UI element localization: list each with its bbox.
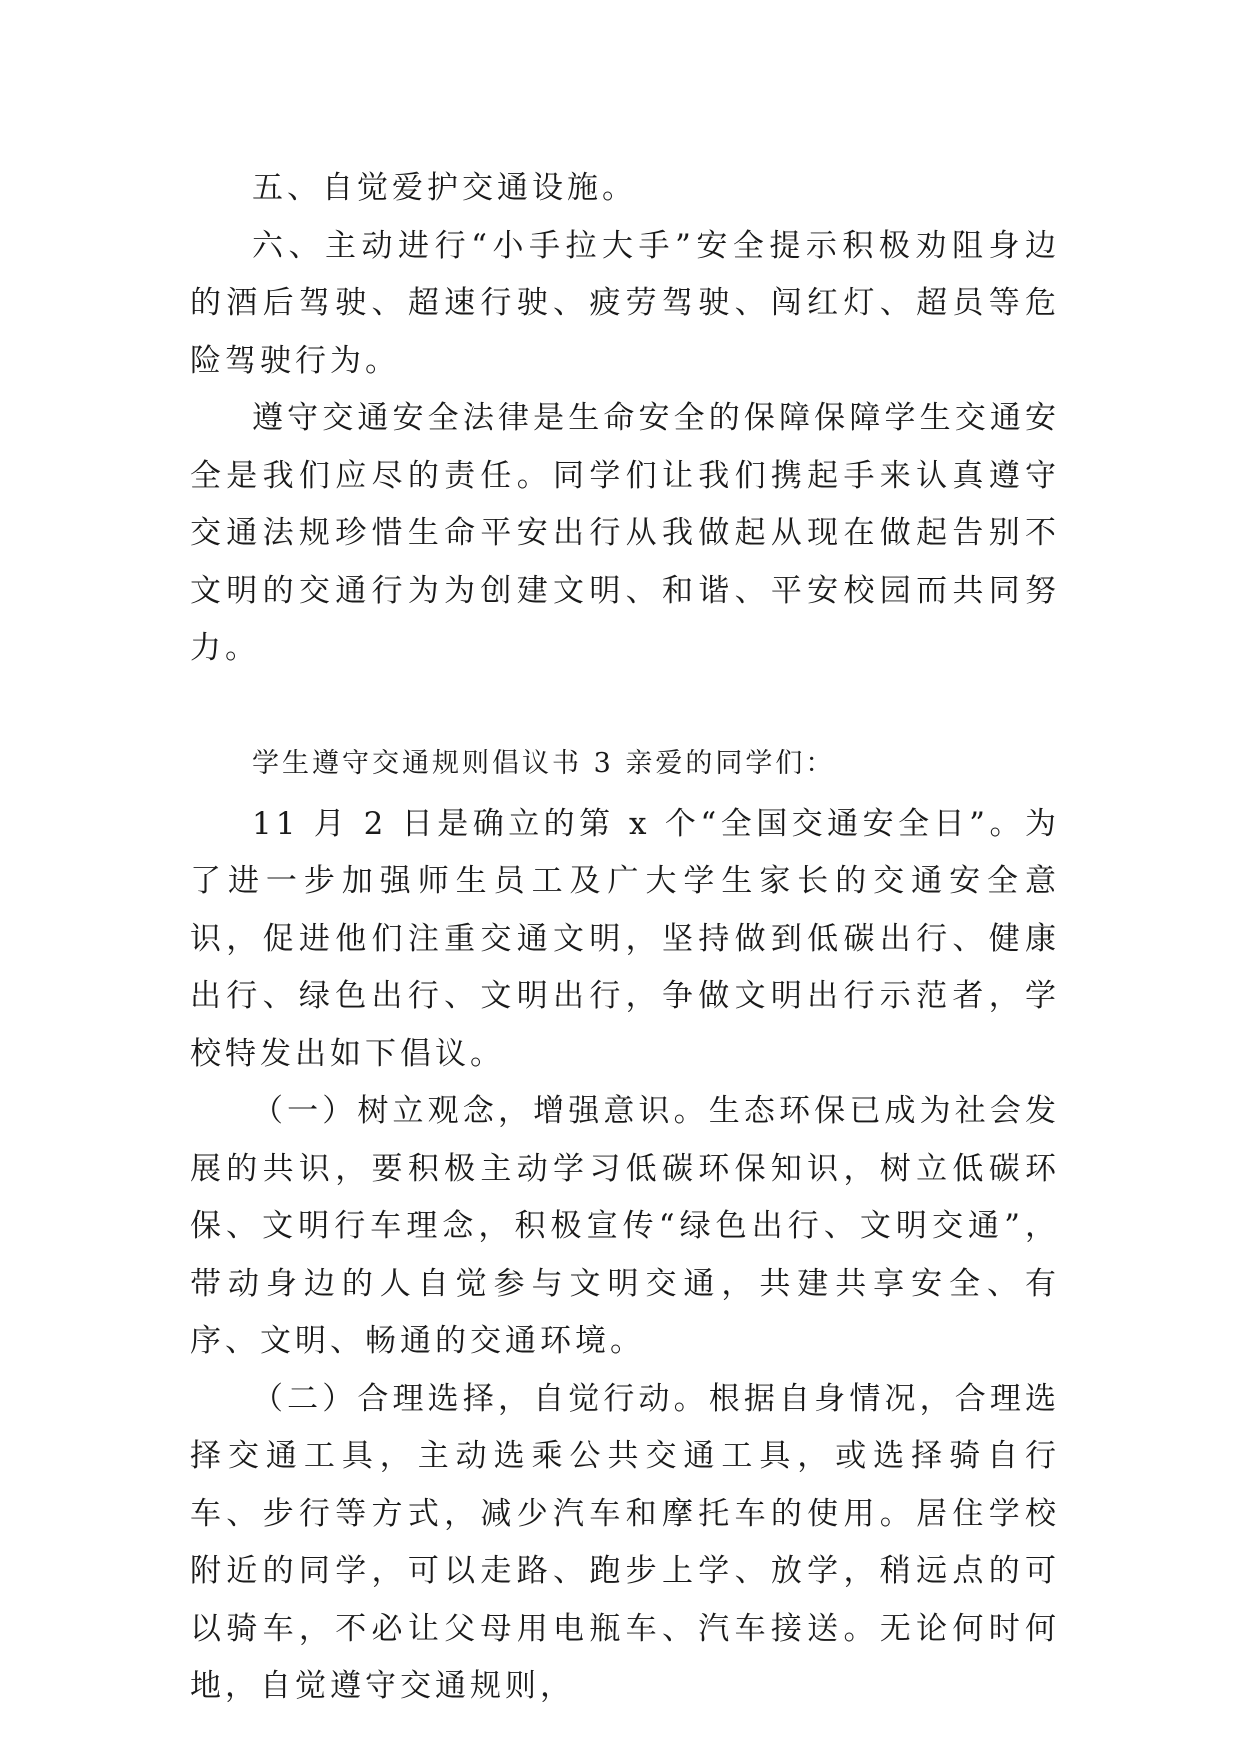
paragraph-item-6: 六、主动进行“小手拉大手”安全提示积极劝阻身边的酒后驾驶、超速行驶、疲劳驾驶、闯红灯、超员等危险驾驶行为。 (190, 227, 1060, 379)
paragraph-item-5: 五、自觉爱护交通设施。 (252, 170, 637, 206)
document-body (190, 160, 1060, 1716)
paragraph-proposal-2: （二）合理选择，自觉行动。根据自身情况，合理选择交通工具，主动选乘公共交通工具，或选择骑自行车、步行等方式，减少汽车和摩托车的使用。居住学校附近的同学，可以走路、跑步上学、放学，稍远点的可以骑车，不必让父母用电瓶车、汽车接送。无论何时何地，自觉遵守交通规则， (190, 1380, 1060, 1704)
section-heading: 学生遵守交通规则倡议书 3 亲爱的同学们： (252, 747, 836, 779)
paragraph-intro: 11 月 2 日是确立的第 x 个“全国交通安全日”。为了进一步加强师生员工及广大学生家长的交通安全意识，促进他们注重交通文明，坚持做到低碳出行、健康出行、绿色出行、文明出行，争做文明出行示范者，学校特发出如下倡议。 (190, 805, 1060, 1072)
paragraph-proposal-1: （一）树立观念，增强意识。生态环保已成为社会发展的共识，要积极主动学习低碳环保知识，树立低碳环保、文明行车理念，积极宣传“绿色出行、文明交通”，带动身边的人自觉参与文明交通，共建共享安全、有序、文明、畅通的交通环境。 (190, 1093, 1060, 1359)
section-heading-block (190, 735, 1060, 792)
section-gap (190, 678, 1060, 735)
paragraph-conclusion: 遵守交通安全法律是生命安全的保障保障学生交通安全是我们应尽的责任。同学们让我们携起手来认真遵守交通法规珍惜生命平安出行从我做起从现在做起告别不文明的交通行为为创建文明、和谐、平安校园而共同努力。 (190, 400, 1060, 666)
